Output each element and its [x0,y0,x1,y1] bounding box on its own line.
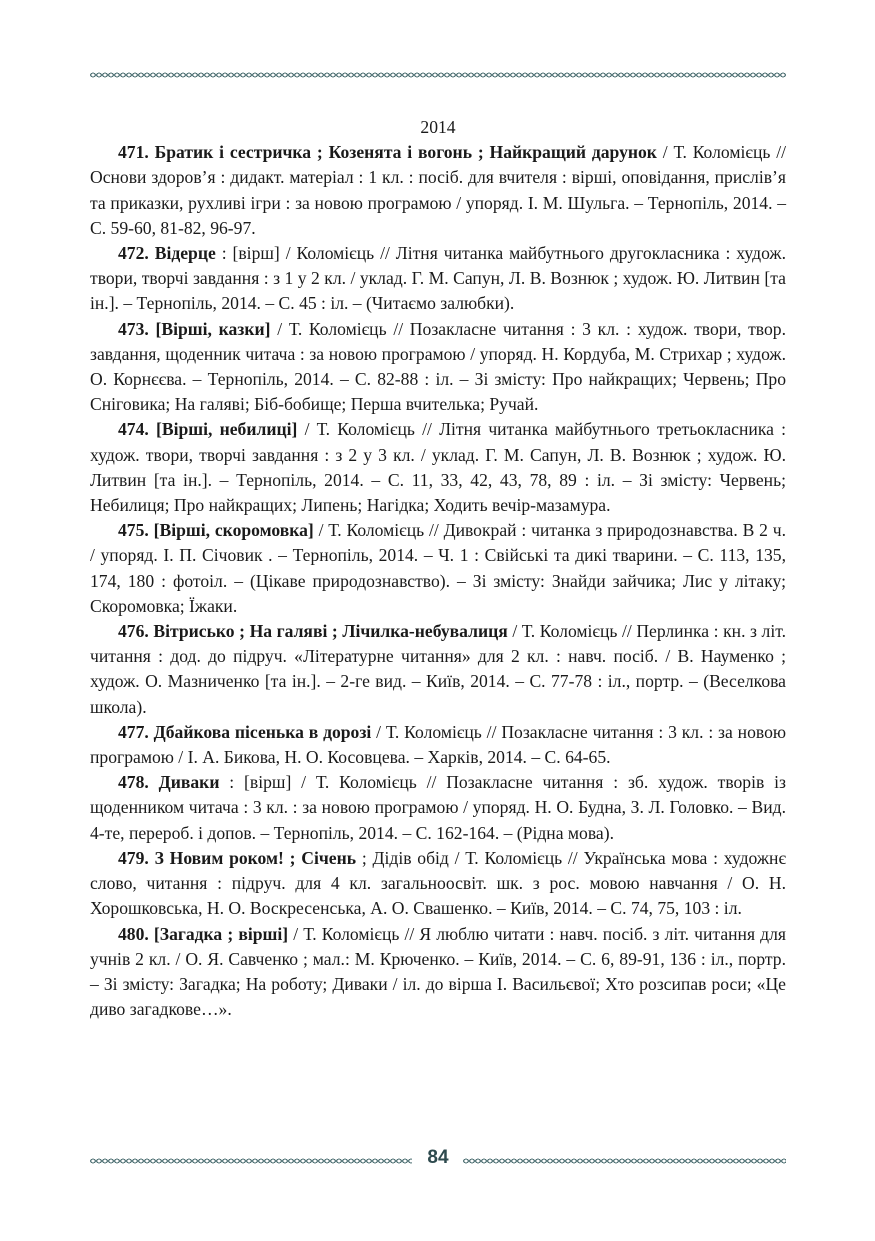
entry-text: / Т. Коломієць // Позакласне читання : 3 кл. : за новою програмою / І. А. Бикова, Н. О. Косовцева. – Харків, 2014. – С. 64-65. [90,721,787,768]
entry-number: 471. [118,142,149,163]
entry-number: 473. [118,318,149,339]
bibliography-entry [90,922,786,1023]
entry-text: / Т. Коломієць // Дивокрай : читанка з природознавства. В 2 ч. / упоряд. І. П. Січовик . – Тернопіль, 2014. – Ч. 1 : Свійські та дикі тварини. – С. 113, 135, 174, 180 : фотоіл. – (Цікаве природознавство). – Зі змісту: Знайди зайчика; Лис у літаку; Скоромовка; Їжаки. [90,520,786,616]
bibliography-entry [90,619,786,720]
entry-title: З Новим роком! ; Січень [154,847,357,868]
entry-number: 475. [118,520,149,541]
entry-title: Вітрисько ; На галяві ; Лічилка-небувалиця [153,621,508,642]
bibliography-entry [90,720,786,770]
bibliography-entry [90,417,786,518]
entry-title: Братик і сестричка ; Козенята і вогонь ; Найкращий дарунок [154,142,657,163]
entry-text: / Т. Коломієць // Основи здоров’я : дидакт. матеріал : 1 кл. : посіб. для вчителя : вірші, оповідання, прислів’я та приказки, рухливі ігри : за новою програмою / упоряд. І. М. Шульга. – Тернопіль, 2014. – С. 59-60, 81-82, 96-97. [90,142,786,238]
entry-title: [Вірші, скоромовка] [153,520,314,541]
decorative-bottom-border-left [90,1156,412,1166]
entry-title: Відерце [154,243,216,264]
entry-number: 479. [118,847,149,868]
decorative-top-border [90,70,786,80]
entry-number: 476. [118,621,149,642]
entry-number: 478. [118,772,149,793]
entry-number: 474. [118,419,149,440]
year-heading: 2014 [420,117,456,137]
entry-text: / Т. Коломієць // Літня читанка майбутнього третьокласника : худож. твори, творчі завдання : з 2 у 3 кл. / уклад. Г. М. Сапун, Л. В. Вознюк ; худож. Ю. Литвин [та ін.]. – Тернопіль, 2014. – С. 11, 33, 42, 43, 78, 89 : іл. – Зі змісту: Червень; Небилиця; Про найкращих; Липень; Нагідка; Ходить вечір-мазамура. [90,419,786,516]
entry-title: [Вірші, небилиці] [156,419,298,440]
entry-text: : [вірш] / Коломієць // Літня читанка майбутнього другокласника : худож. твори, творчі завдання : з 1 у 2 кл. / уклад. Г. М. Сапун, Л. В. Вознюк ; худож. Ю. Литвин [та ін.]. – Тернопіль, 2014. – С. 45 : іл. – (Читаємо залюбки). [90,243,786,314]
bibliography-entry [90,241,786,317]
entry-number: 480. [118,923,149,944]
entry-number: 477. [118,721,149,742]
bibliography-entry [90,518,786,619]
bibliography-entry [90,317,786,418]
entry-text: / Т. Коломієць // Перлинка : кн. з літ. читання : дод. до підруч. «Літературне читання» для 2 кл. : навч. посіб. / В. Науменко ; худож. О. Мазниченко [та ін.]. – 2-ге вид. – Київ, 2014. – С. 77-78 : іл., портр. – (Веселкова школа). [90,621,786,717]
page-number: 84 [427,1147,449,1168]
entry-text: / Т. Коломієць // Я люблю читати : навч. посіб. з літ. читання для учнів 2 кл. / О. Я. Савченко ; мал.: М. Крюченко. – Київ, 2014. – С. 6, 89-91, 136 : іл., портр. – Зі змісту: Загадка; На роботу; Диваки / іл. до вірша І. Васильєвої; Хто розсипав роси; «Це диво загадкове…». [90,923,786,1020]
bibliography-entry [90,770,786,846]
entry-title: Диваки [158,772,220,793]
entry-text: ; Дідів обід / Т. Коломієць // Українська мова : художнє слово, читання : підруч. для 4 кл. загальноосвіт. шк. з рос. мовою навчання / О. Н. Хорошковська, Н. О. Воскресенська, А. О. Свашенко. – Київ, 2014. – С. 74, 75, 103 : іл. [90,847,787,919]
entry-text: : [вірш] / Т. Коломієць // Позакласне читання : зб. худож. творів із щоденником читача : 3 кл. : за новою програмою / упоряд. Н. О. Будна, З. Л. Головко. – Вид. 4-те, перероб. і допов. – Тернопіль, 2014. – С. 162-164. – (Рідна мова). [90,772,786,843]
entry-text: / Т. Коломієць // Позакласне читання : 3 кл. : худож. твори, твор. завдання, щоденник читача : за новою програмою / упоряд. Н. Кордуба, М. Стрихар ; худож. О. Корнєєва. – Тернопіль, 2014. – С. 82-88 : іл. – Зі змісту: Про найкращих; Червень; Про Сніговика; На галяві; Біб-бобище; Перша вчителька; Ручай. [90,318,786,415]
entry-title: [Загадка ; вірші] [153,923,289,944]
bibliography-content [90,115,786,1022]
bibliography-entry [90,140,786,241]
decorative-bottom-border-right [463,1156,786,1166]
entry-title: Дбайкова пісенька в дорозі [153,721,372,742]
entry-number: 472. [118,243,149,264]
entry-title: [Вірші, казки] [155,318,271,339]
bibliography-entry [90,846,786,922]
